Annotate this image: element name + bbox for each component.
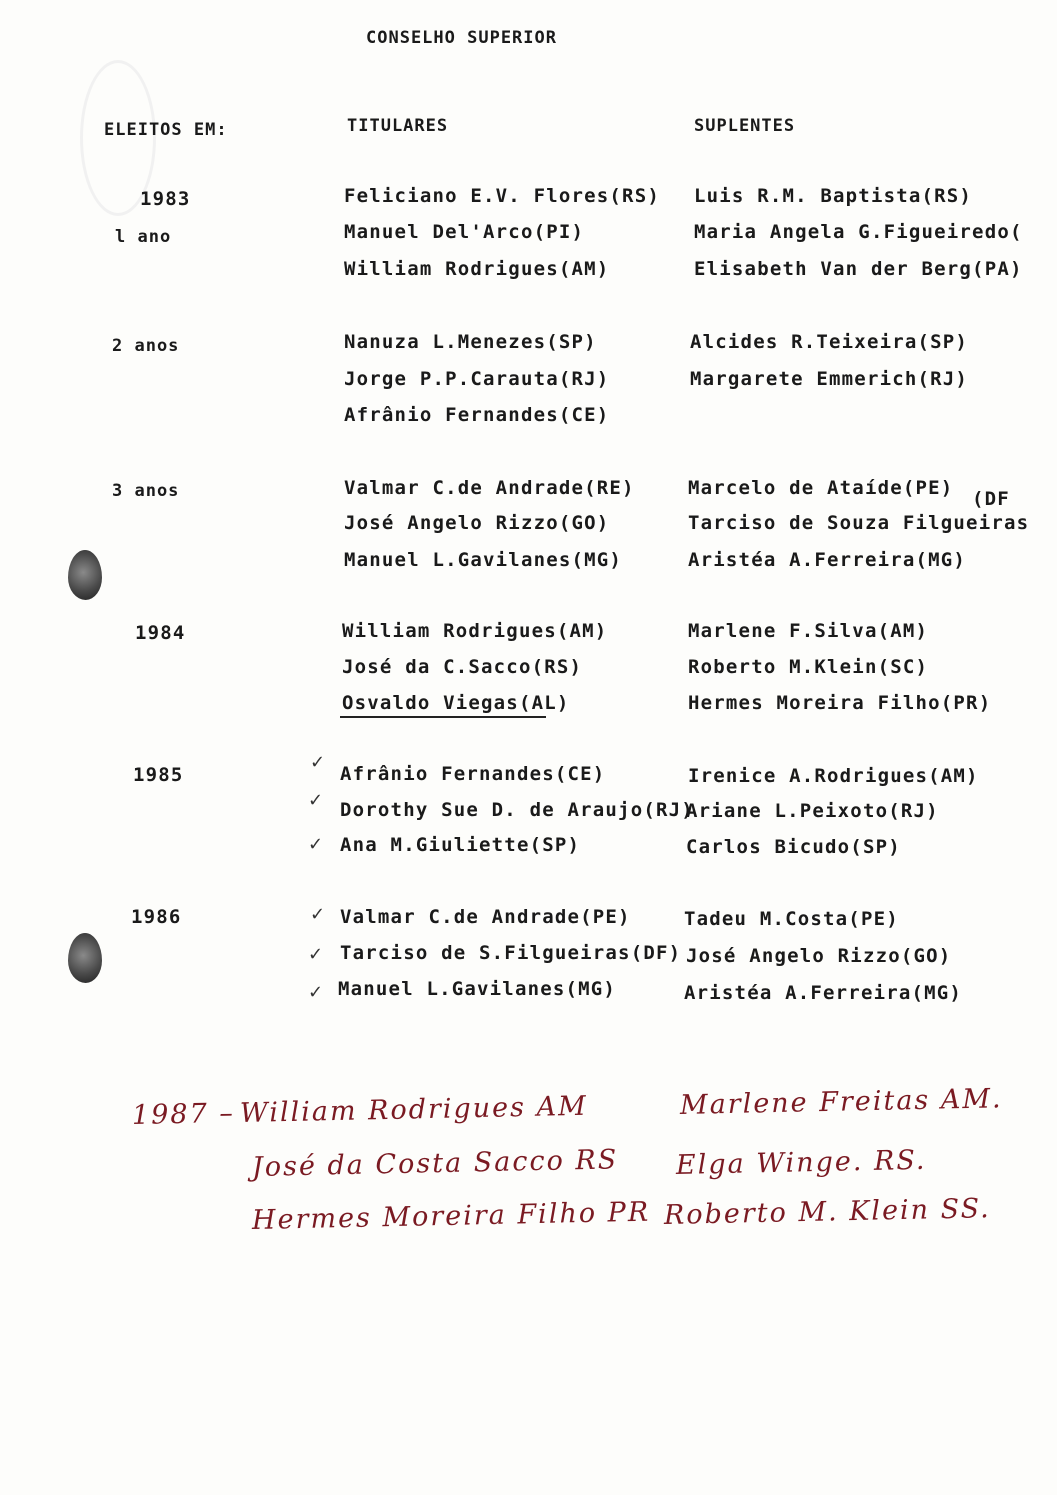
titular-name: José da C.Sacco(RS) bbox=[342, 656, 583, 678]
punch-hole bbox=[68, 550, 102, 600]
check-mark-icon: ✓ bbox=[308, 982, 324, 1003]
suplente-name: Tarciso de Souza Filgueiras bbox=[688, 512, 1030, 534]
titular-name: Valmar C.de Andrade(PE) bbox=[340, 906, 631, 928]
suplente-name: Aristéa A.Ferreira(MG) bbox=[684, 982, 963, 1004]
titular-name: Manuel L.Gavilanes(MG) bbox=[338, 978, 617, 1000]
titular-name: Tarciso de S.Filgueiras(DF) bbox=[340, 942, 682, 964]
header-titulares: TITULARES bbox=[347, 116, 449, 136]
suplente-name: Alcides R.Teixeira(SP) bbox=[690, 331, 969, 353]
suplente-name: Carlos Bicudo(SP) bbox=[686, 836, 901, 858]
handwritten-titular: William Rodrigues AM bbox=[239, 1090, 588, 1129]
suplente-name: Maria Angela G.Figueiredo( bbox=[694, 221, 1023, 243]
election-year: 1985 bbox=[133, 764, 184, 786]
election-year: 1986 bbox=[131, 906, 182, 928]
term-label: 3 anos bbox=[112, 481, 180, 501]
header-suplentes: SUPLENTES bbox=[694, 116, 796, 136]
page-title: CONSELHO SUPERIOR bbox=[366, 28, 557, 48]
term-label: 2 anos bbox=[112, 336, 180, 356]
titular-name: Nanuza L.Menezes(SP) bbox=[344, 331, 597, 353]
check-mark-icon: ✓ bbox=[310, 752, 326, 773]
titular-name: William Rodrigues(AM) bbox=[342, 620, 608, 642]
handwritten-suplente: Marlene Freitas AM. bbox=[679, 1083, 1003, 1121]
titular-name: Feliciano E.V. Flores(RS) bbox=[344, 185, 660, 207]
suplente-name: Roberto M.Klein(SC) bbox=[688, 656, 929, 678]
titular-name: Afrânio Fernandes(CE) bbox=[344, 404, 610, 426]
suplente-name: José Angelo Rizzo(GO) bbox=[686, 945, 952, 967]
check-mark-icon: ✓ bbox=[308, 944, 324, 965]
suplente-name: Marcelo de Ataíde(PE) bbox=[688, 477, 954, 499]
handwritten-year: 1987 – bbox=[131, 1097, 236, 1131]
handwritten-suplente: Roberto M. Klein SS. bbox=[663, 1193, 992, 1231]
handwritten-titular: José da Costa Sacco RS bbox=[251, 1144, 619, 1183]
titular-name: Afrânio Fernandes(CE) bbox=[340, 763, 606, 785]
suplente-name: Aristéa A.Ferreira(MG) bbox=[688, 549, 967, 571]
titular-name: José Angelo Rizzo(GO) bbox=[344, 512, 610, 534]
titular-name: Jorge P.P.Carauta(RJ) bbox=[344, 368, 610, 390]
suplente-name: Hermes Moreira Filho(PR) bbox=[688, 692, 992, 714]
titular-name: Dorothy Sue D. de Araujo(RJ) bbox=[340, 799, 694, 821]
suplente-name: Margarete Emmerich(RJ) bbox=[690, 368, 969, 390]
state-note: (DF bbox=[972, 488, 1010, 510]
titular-name: Osvaldo Viegas(AL) bbox=[342, 692, 570, 714]
suplente-name: Tadeu M.Costa(PE) bbox=[684, 908, 899, 930]
check-mark-icon: ✓ bbox=[310, 904, 326, 925]
titular-name: Manuel Del'Arco(PI) bbox=[344, 221, 585, 243]
header-eleitos-em: ELEITOS EM: bbox=[104, 120, 228, 140]
titular-name: Manuel L.Gavilanes(MG) bbox=[344, 549, 623, 571]
titular-name: William Rodrigues(AM) bbox=[344, 258, 610, 280]
term-label: l ano bbox=[115, 227, 172, 247]
titular-name: Ana M.Giuliette(SP) bbox=[340, 834, 581, 856]
election-year: 1983 bbox=[140, 188, 191, 210]
name-underline bbox=[340, 716, 546, 718]
check-mark-icon: ✓ bbox=[308, 834, 324, 855]
suplente-name: Marlene F.Silva(AM) bbox=[688, 620, 929, 642]
suplente-name: Elisabeth Van der Berg(PA) bbox=[694, 258, 1023, 280]
suplente-name: Irenice A.Rodrigues(AM) bbox=[688, 765, 979, 787]
handwritten-titular: Hermes Moreira Filho PR bbox=[251, 1196, 651, 1236]
suplente-name: Ariane L.Peixoto(RJ) bbox=[686, 800, 939, 822]
suplente-name: Luis R.M. Baptista(RS) bbox=[694, 185, 973, 207]
check-mark-icon: ✓ bbox=[308, 790, 324, 811]
punch-hole bbox=[68, 933, 102, 983]
election-year: 1984 bbox=[135, 622, 186, 644]
titular-name: Valmar C.de Andrade(RE) bbox=[344, 477, 635, 499]
handwritten-suplente: Elga Winge. RS. bbox=[675, 1144, 927, 1181]
